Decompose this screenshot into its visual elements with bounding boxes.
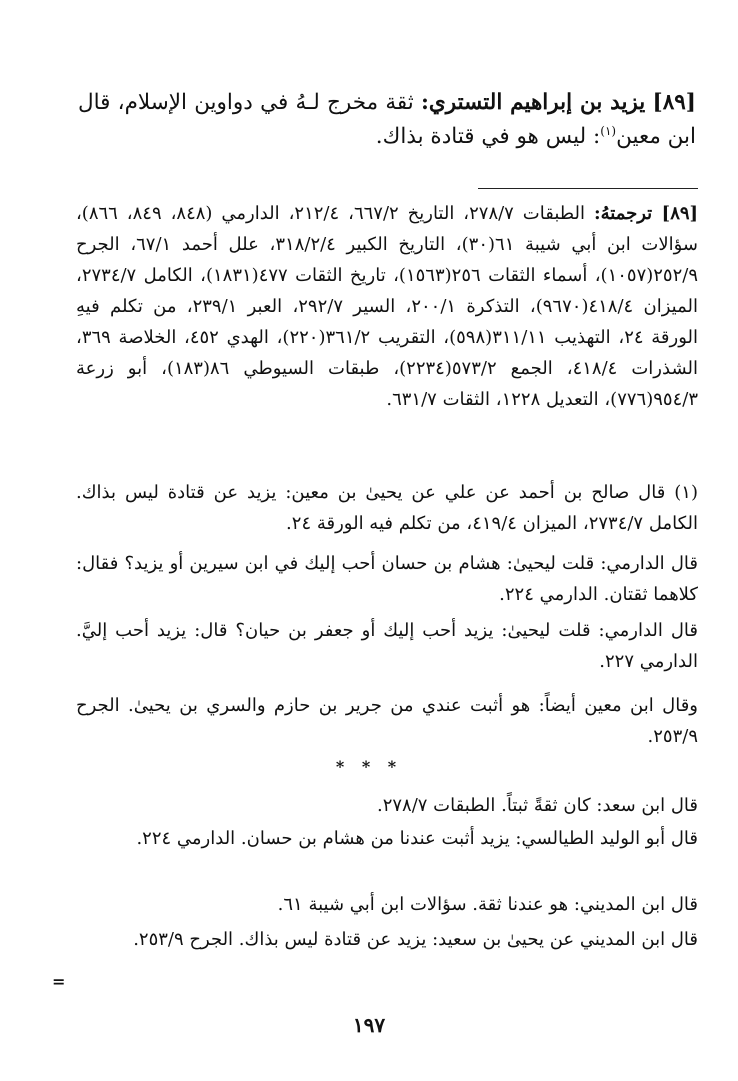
paragraph-tayalisi: قال أبو الوليد الطيالسي: يزيد أثبت عندنا من هشام بن حسان. الدارمي ٢٢٤. [136,828,698,849]
sources-label: [٨٩] ترجمتهُ: [593,203,699,224]
paragraph-ibn-maeen: وقال ابن معين أيضاً: هو أثبت عندي من جرير بن حازم والسري بن يحيىٰ. الجرح ٢٥٣/٩. [76,695,698,747]
entry-name: يزيد بن إبراهيم التستري: [421,90,646,115]
page-number: ١٩٧ [352,1013,386,1037]
entry-number: [٨٩] [652,90,696,115]
entry-text-tail: : ليس هو في قتادة بذاك. [375,124,601,149]
paragraph-darimi-2: قال الدارمي: قلت ليحيىٰ: يزيد أحب إليك أو جعفر بن حيان؟ قال: يزيد أحب إليَّ. الدارمي ٢٢٧. [76,620,698,672]
paragraph-darimi-1: قال الدارمي: قلت ليحيىٰ: هشام بن حسان أحب إليك في ابن سيرين أو يزيد؟ فقال: كلاهما ثقتان. الدارمي ٢٢٤. [76,553,698,605]
footnote-divider [478,188,698,189]
entry-text: ثقة مخرج لـهُ في دواوين الإسلام، قال ابن معين [78,90,696,149]
section-separator: * * * [335,757,403,776]
paragraph-ibn-madini-1: قال ابن المديني: هو عندنا ثقة. سؤالات ابن أبي شيبة ٦١. [277,894,698,915]
footnote-reference: (١) [600,123,617,138]
footnote-marker: (١) [674,482,698,503]
paragraph-ibn-madini-2: قال ابن المديني عن يحيىٰ بن سعيد: يزيد عن قتادة ليس بذاك. الجرح ٢٥٣/٩. [133,929,698,950]
footnote-1 [76,477,698,539]
continuation-mark: = [52,972,66,991]
biography-sources [76,198,698,415]
entry-heading [78,86,696,154]
sources-text: الطبقات ٢٧٨/٧، التاريخ ٦٦٧/٢، ٢١٢/٤، الدارمي (٨٤٨، ٨٤٩، ٨٦٦)، سؤالات ابن أبي شيبة ٦١(٣٠)، التاريخ الكبير ٣١٨/٢/٤، علل أحمد ٦٧/١، الجرح ٢٥٢/٩(١٠٥٧)، أسماء الثقات ٢٥٦(١٥٦٣)، تاريخ الثقات ٤٧٧(١٨٣١)، الكامل ٢٧٣٤/٧، الميزان ٤١٨/٤(٩٦٧٠)، التذكرة ٢٠٠/١، السير ٢٩٢/٧، العبر ٢٣٩/١، من تكلم فيهِ الورقة ٢٤، التهذيب ٣١١/١١(٥٩٨)، التقريب ٣٦١/٢(٢٢٠)، الهدي ٤٥٢، الخلاصة ٣٦٩، الشذرات ٤١٨/٤، الجمع ٥٧٣/٢(٢٢٣٤)، طبقات السيوطي ٨٦(١٨٣)، أبو زرعة ٩٥٤/٣(٧٧٦)، التعديل ١٢٢٨، الثقات ٦٣١/٧. [76,203,699,410]
paragraph-ibn-saad: قال ابن سعد: كان ثقةً ثبتاً. الطبقات ٢٧٨/٧. [376,795,698,816]
footnote-text: قال صالح بن أحمد عن علي عن يحيىٰ بن معين: يزيد عن قتادة ليس بذاك. الكامل ٢٧٣٤/٧، الميزان ٤١٩/٤، من تكلم فيه الورقة ٢٤. [76,482,698,534]
